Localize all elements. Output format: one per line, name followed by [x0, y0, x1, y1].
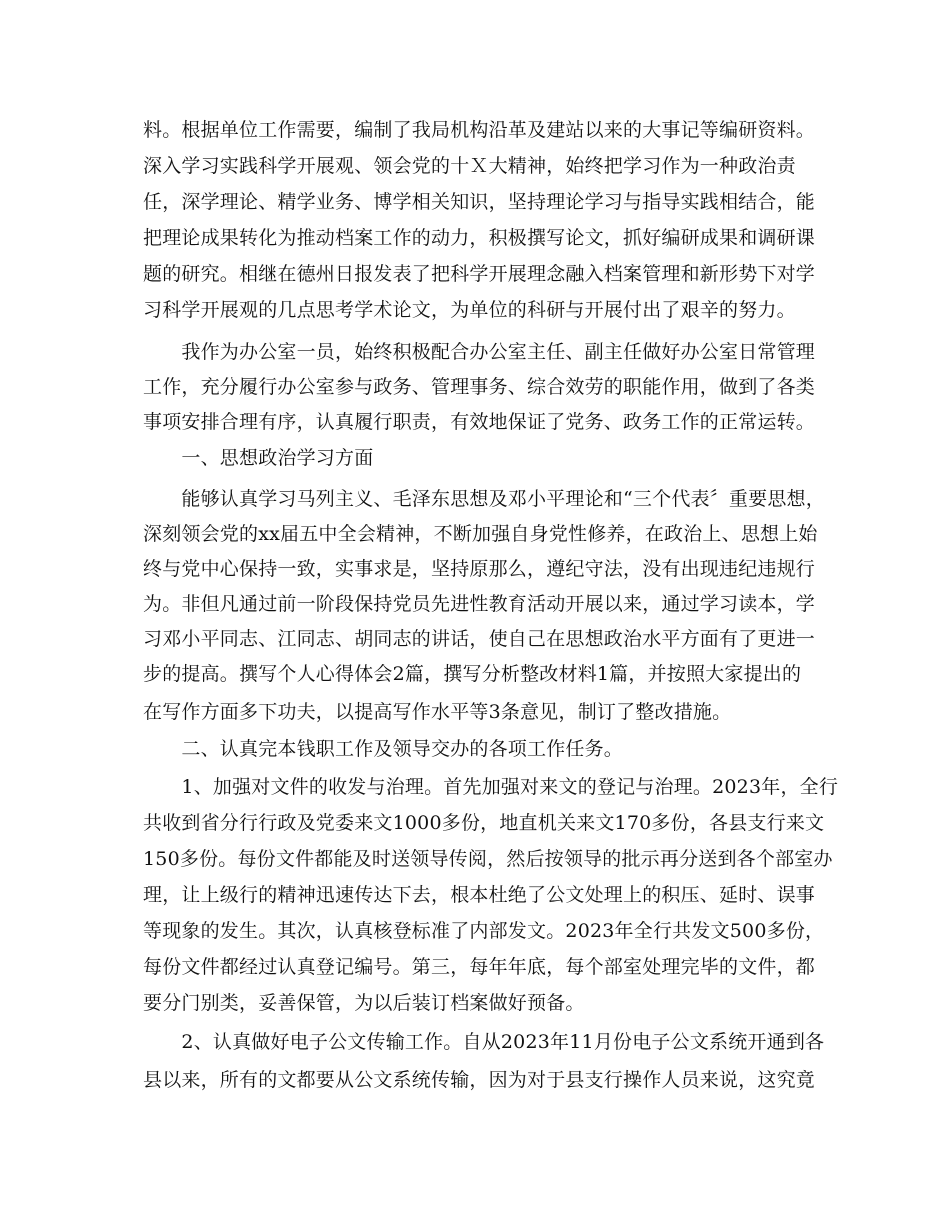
text-line: 理，让上级行的精神迅速传达下去，根本杜绝了公文处理上的积压、延时、误事	[143, 884, 816, 906]
text-line: 150多份。每份文件都能及时送领导传阅，然后按领导的批示再分送到各个部室办	[143, 848, 833, 870]
text-line: 习科学开展观的几点思考学术论文，为单位的科研与开展付出了艰辛的努力。	[143, 299, 796, 321]
text-line: 把理论成果转化为推动档案工作的动力，积极撰写论文，抓好编研成果和调研课	[143, 227, 816, 249]
section-heading: 二、认真完本钱职工作及领导交办的各项工作任务。	[143, 738, 624, 760]
text-line: 任，深学理论、精学业务、博学相关知识，坚持理论学习与指导实践相结合，能	[143, 191, 816, 213]
text-line: 终与党中心保持一致，实事求是，坚持原那么，遵纪守法，没有出现违纪违规行	[143, 558, 816, 580]
text-line: 在写作方面多下功夫，以提高写作水平等3条意见，制订了整改措施。	[143, 701, 732, 723]
text-line: 为。非但凡通过前一阶段保持党员先进性教育活动开展以来，通过学习读本，学	[143, 593, 816, 615]
text-line: 县以来，所有的文都要从公文系统传输，因为对于县支行操作人员来说，这究竟	[143, 1069, 816, 1091]
text-line: 深入学习实践科学开展观、领会党的十Ｘ大精神，始终把学习作为一种政治责	[143, 155, 796, 177]
text-line: 等现象的发生。其次，认真核登标准了内部发文。2023年全行共发文500多份，	[143, 920, 825, 942]
text-line: 能够认真学习马列主义、毛泽东思想及邓小平理论和“三个代表〞重要思想，	[143, 488, 825, 510]
text-line: 1、加强对文件的收发与治理。首先加强对来文的登记与治理。2023年，全行	[143, 776, 839, 798]
section-heading: 一、思想政治学习方面	[143, 447, 374, 469]
text-line: 料。根据单位工作需要，编制了我局机构沿革及建站以来的大事记等编研资料。	[143, 119, 816, 141]
text-line: 每份文件都经过认真登记编号。第三，每年年底，每个部室处理完毕的文件，都	[143, 956, 816, 978]
text-line: 要分门别类，妥善保管，为以后装订档案做好预备。	[143, 992, 585, 1014]
text-line: 习邓小平同志、江同志、胡同志的讲话，使自己在思想政治水平方面有了更进一	[143, 628, 816, 650]
text-line: 深刻领会党的xx届五中全会精神，不断加强自身党性修养，在政治上、思想上始	[143, 523, 818, 545]
text-line: 事项安排合理有序，认真履行职责，有效地保证了党务、政务工作的正常运转。	[143, 411, 816, 433]
text-line: 步的提高。撰写个人心得体会2篇，撰写分析整改材料1篇，并按照大家提出的	[143, 663, 802, 685]
text-line: 我作为办公室一员，始终积极配合办公室主任、副主任做好办公室日常管理	[143, 341, 816, 363]
text-line: 共收到省分行行政及党委来文1000多份，地直机关来文170多份，各县支行来文	[143, 812, 825, 834]
text-line: 工作，充分履行办公室参与政务、管理事务、综合效劳的职能作用，做到了各类	[143, 376, 816, 398]
text-line: 2、认真做好电子公文传输工作。自从2023年11月份电子公文系统开通到各	[143, 1031, 825, 1053]
text-line: 题的研究。相继在德州日报发表了把科学开展理念融入档案管理和新形势下对学	[143, 263, 816, 285]
